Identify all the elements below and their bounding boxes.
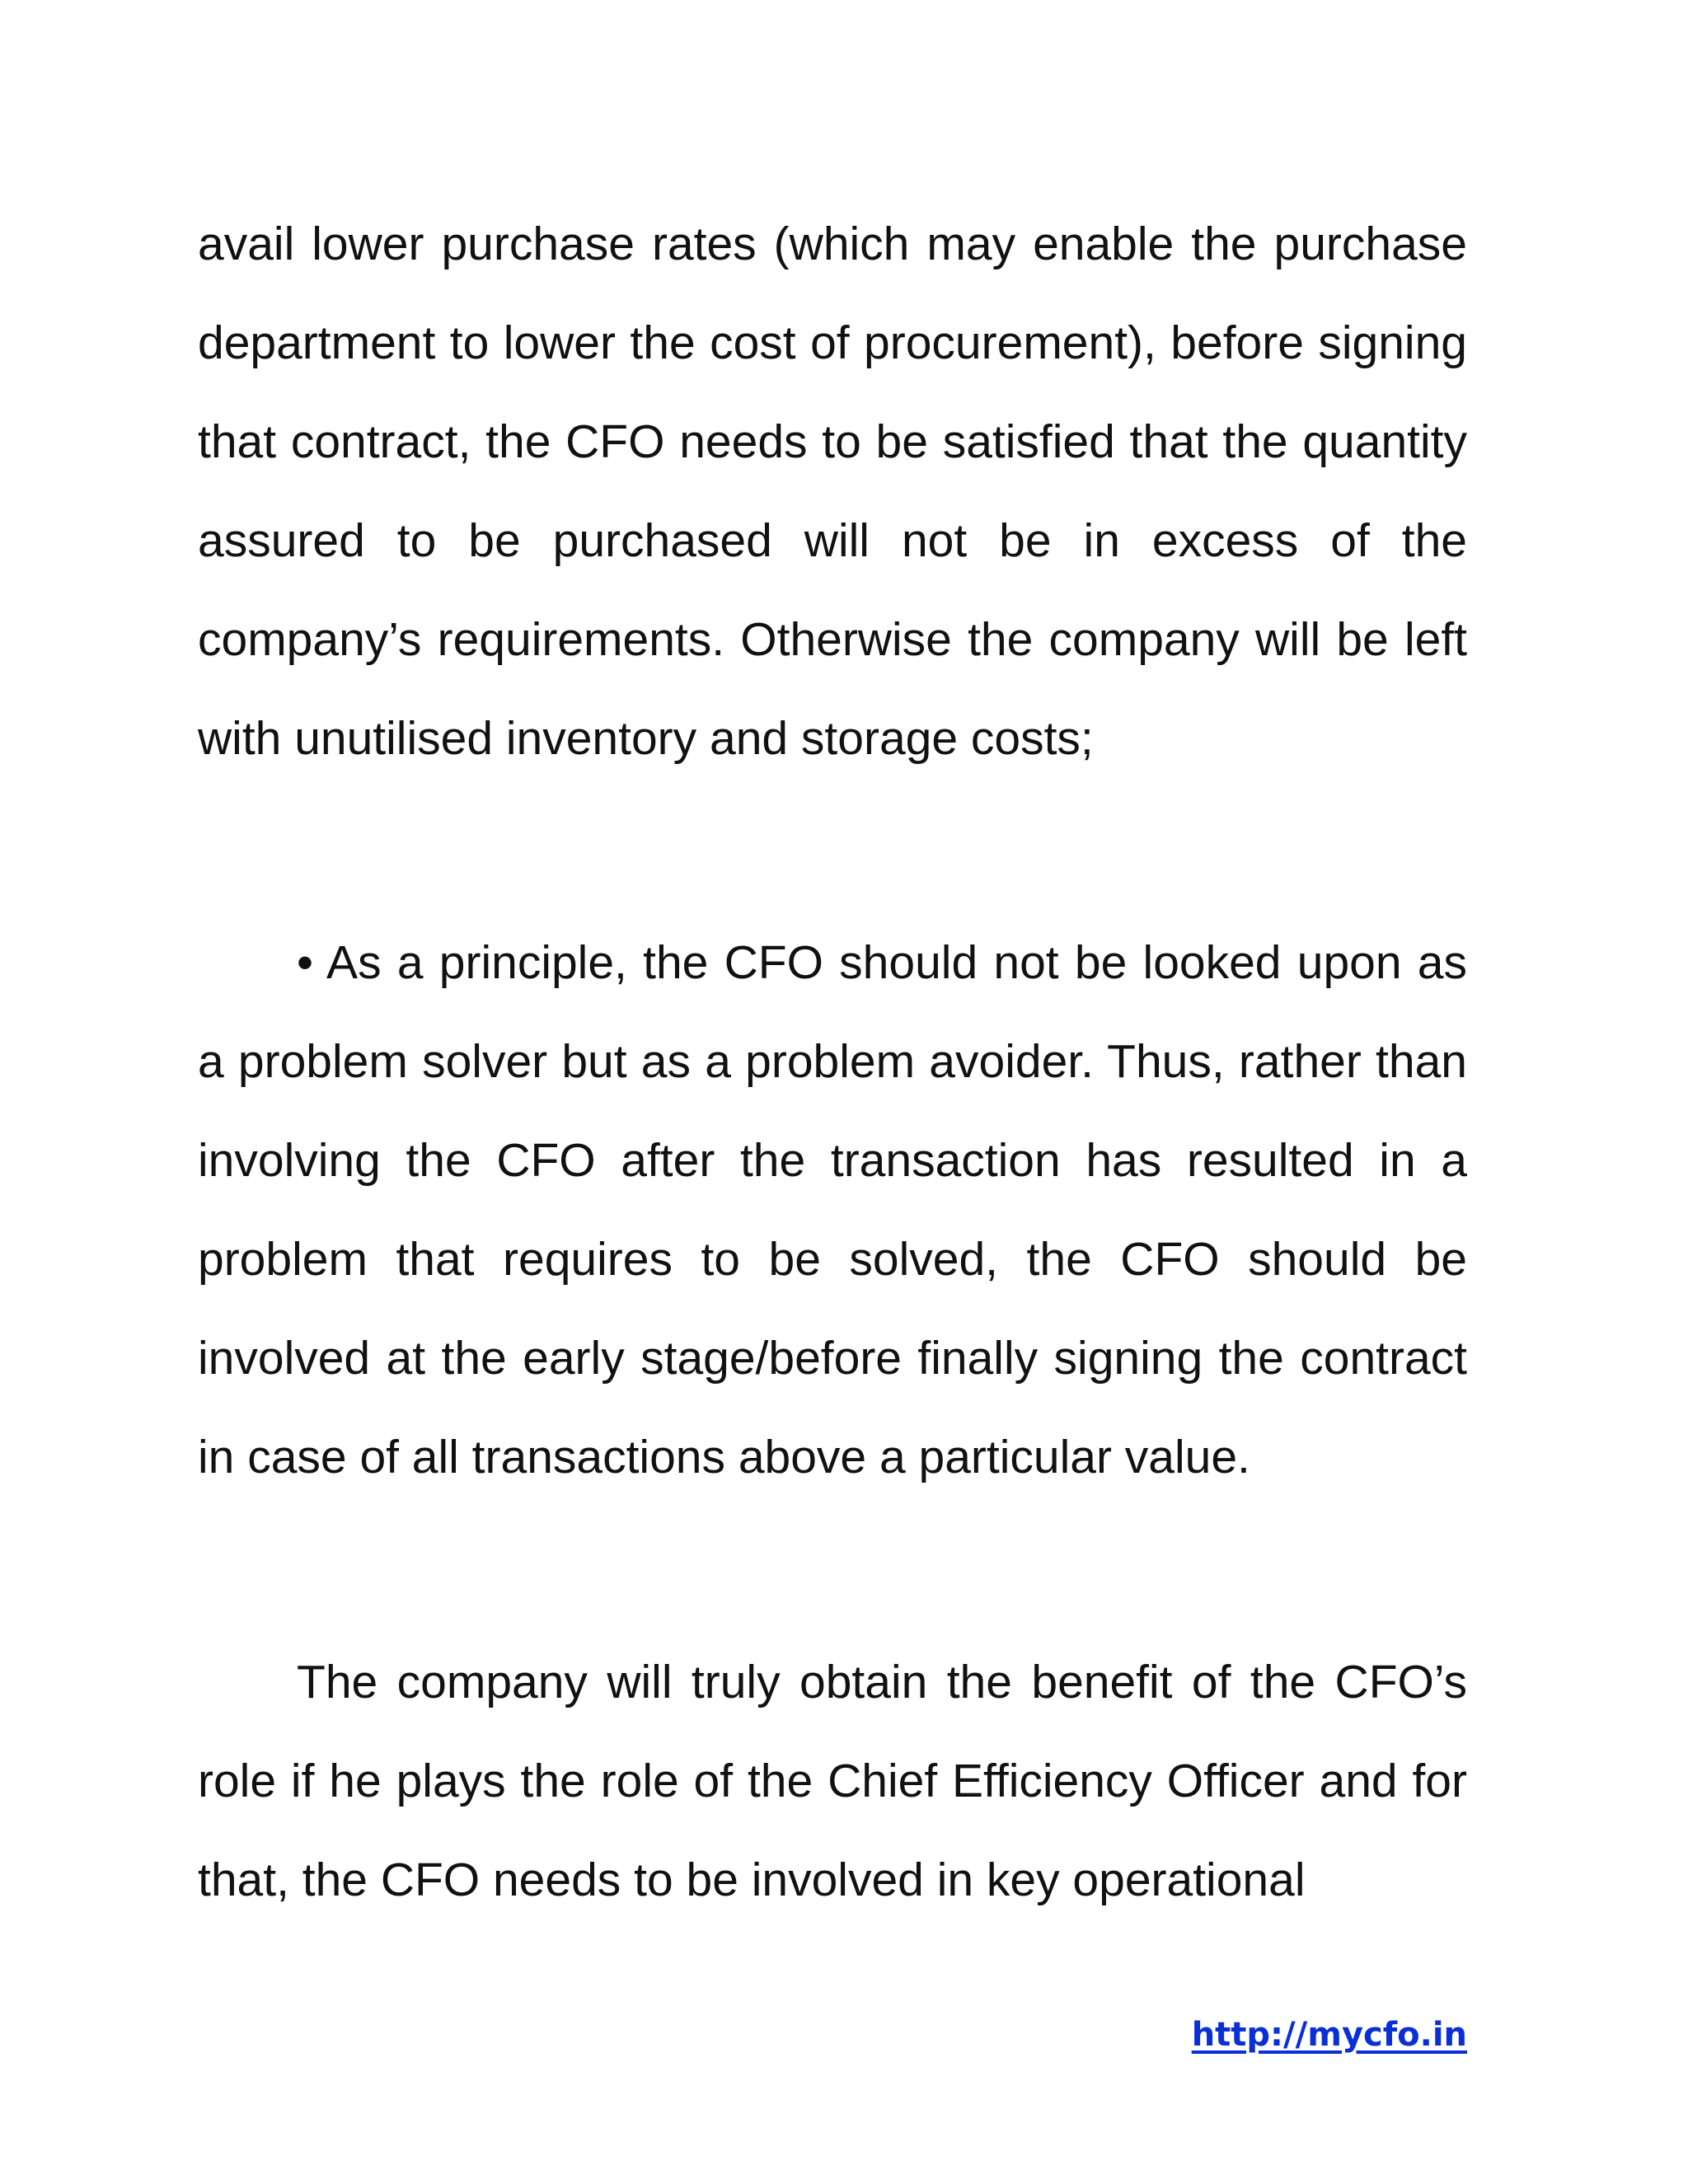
body-paragraph: The company will truly obtain the benefit of the CFO’s role if he plays the role of the Chief Efficiency Officer and for that, the CFO needs to be involved in key operational (198, 1656, 1467, 1906)
bullet-paragraph: • As a principle, the CFO should not be looked upon as a problem solver but as a problem avoider. Thus, rather than involving the CFO after the transaction has resulted in a problem that requires to be solved, the CFO should be involved at the early stage/before finally signing the contract in case of all transactions above a particular value. (198, 936, 1467, 1483)
footer-website-link[interactable]: http://mycfo.in (1191, 2016, 1467, 2054)
paragraph-continuation: avail lower purchase rates (which may enable the purchase department to lower the cost of procurement), before signing that contract, the CFO needs to be satisfied that the quantity assured to be purchased will not be in excess of the company’s requirements. Otherwise the company will be left with unutilised inventory and storage costs; (198, 218, 1467, 765)
